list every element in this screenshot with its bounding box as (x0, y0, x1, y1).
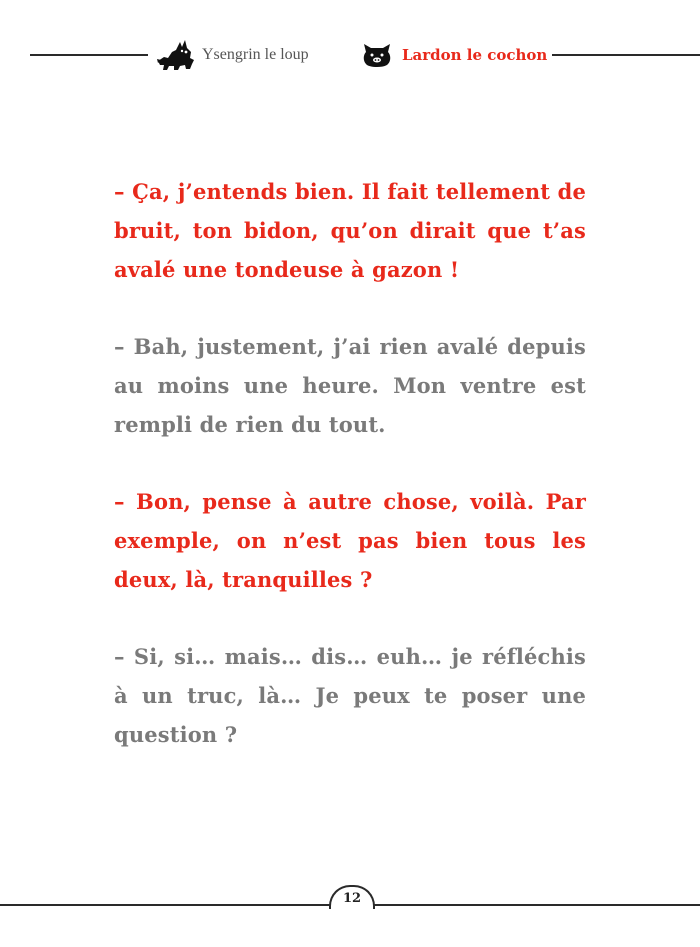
footer-rule-right (368, 904, 700, 906)
pig-character-name: Lardon le cochon (402, 46, 548, 64)
wolf-icon (156, 36, 196, 72)
page-number: 12 (342, 891, 362, 906)
dialogue-line-pig: – Bon, pense à autre chose, voilà. Par exemple, on n’est pas bien tous les deux, là, tranquilles ? (114, 489, 586, 592)
page-header (0, 34, 700, 74)
page-footer (0, 880, 700, 920)
dialogue-line-wolf: – Si, si… mais… dis… euh… je réfléchis à un truc, là… Je peux te poser une question ? (114, 644, 586, 747)
header-rule-left (30, 54, 148, 56)
dialogue-line-wolf: – Bah, justement, j’ai rien avalé depuis au moins une heure. Mon ventre est rempli de rien du tout. (114, 334, 586, 437)
page-number-tab (329, 885, 375, 909)
dialogue-line-pig: – Ça, j’entends bien. Il fait tellement de bruit, ton bidon, qu’on dirait que t’as avalé une tondeuse à gazon ! (114, 179, 586, 282)
dialogue-body (114, 172, 586, 792)
footer-rule-left (0, 904, 332, 906)
pig-icon (361, 41, 393, 69)
wolf-character-name: Ysengrin le loup (202, 46, 309, 63)
header-rule-right (552, 54, 700, 56)
